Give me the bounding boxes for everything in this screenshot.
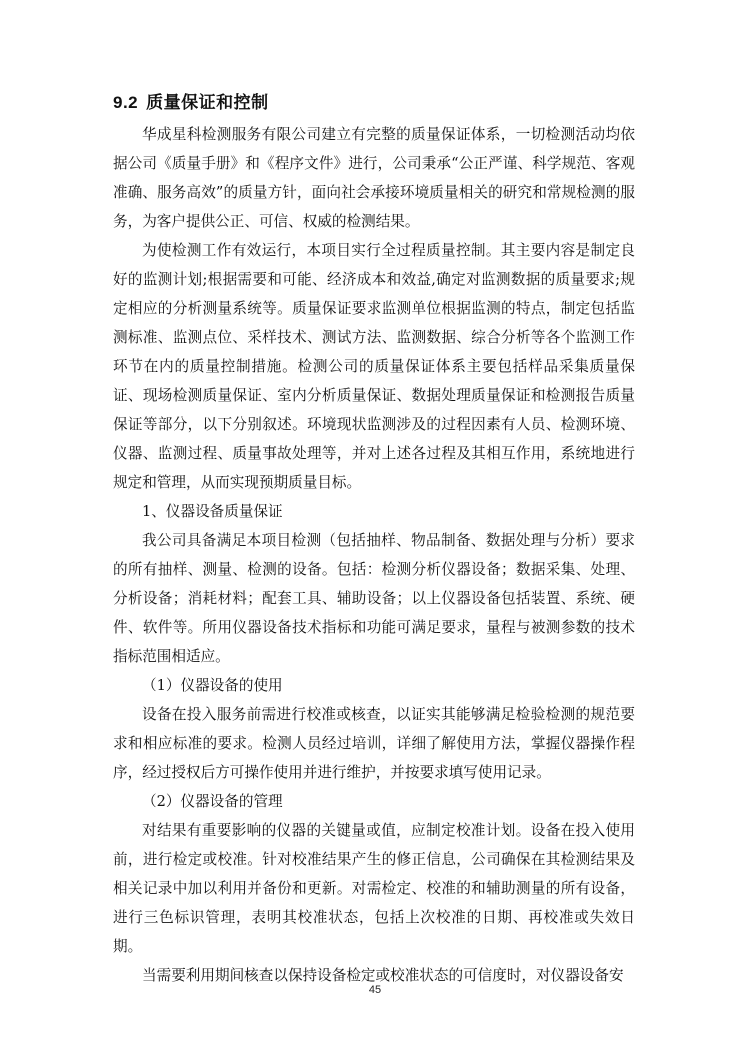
paragraph-intro: 华成星科检测服务有限公司建立有完整的质量保证体系，一切检测活动均依据公司《质量手册》和《程序文件》进行，公司秉承“公正严谨、科学规范、客观准确、服务高效”的质量方针，面向社会承接环境质量相关的研究和常规检测的服务，为客户提供公正、可信、权威的检测结果。: [113, 126, 635, 230]
paragraph-equipment-use: 设备在投入服务前需进行校准或核查，以证实其能够满足检验检测的规范要求和相应标准的要求。检测人员经过培训，详细了解使用方法，掌握仪器操作程序，经过授权后方可操作使用并进行维护，并按要求填写使用记录。: [113, 706, 635, 781]
paragraph-equipment: 我公司具备满足本项目检测（包括抽样、物品制备、数据处理与分析）要求的所有抽样、测量、检测的设备。包括：检测分析仪器设备；数据采集、处理、分析设备；消耗材料；配套工具、辅助设备；以上仪器设备包括装置、系统、硬件、软件等。所用仪器设备技术指标和功能可满足要求，量程与被测参数的技术指标范围相适应。: [113, 532, 635, 665]
page-number: 45: [368, 984, 382, 996]
paragraph-equipment-management: 对结果有重要影响的仪器的关键量或值，应制定校准计划。设备在投入使用前，进行检定或校准。针对校准结果产生的修正信息，公司确保在其检测结果及相关记录中加以利用并备份和更新。对需检定、校准的和辅助测量的所有设备，进行三色标识管理，表明其校准状态，包括上次校准的日期、再校准或失效日期。: [113, 822, 635, 955]
subheading-equipment-assurance: 1、仪器设备质量保证: [142, 503, 283, 520]
section-heading: [113, 88, 269, 113]
section-title: 质量保证和控制: [146, 93, 269, 113]
paragraph-period-check: 当需要利用期间核查以保持设备检定或校准状态的可信度时，对仪器设备安: [142, 967, 624, 984]
subheading-equipment-use: （1）仪器设备的使用: [142, 677, 283, 694]
subheading-equipment-management: （2）仪器设备的管理: [142, 793, 283, 810]
section-number: 9.2: [113, 93, 139, 112]
paragraph-quality-control: 为使检测工作有效运行，本项目实行全过程质量控制。其主要内容是制定良好的监测计划;根据需要和可能、经济成本和效益,确定对监测数据的质量要求;规定相应的分析测量系统等。质量保证要求监测单位根据监测的特点，制定包括监测标准、监测点位、采样技术、测试方法、监测数据、综合分析等各个监测工作环节在内的质量控制措施。检测公司的质量保证体系主要包括样品采集质量保证、现场检测质量保证、室内分析质量保证、数据处理质量保证和检测报告质量保证等部分，以下分别叙述。环境现状监测涉及的过程因素有人员、检测环境、仪器、监测过程、质量事故处理等，并对上述各过程及其相互作用，系统地进行规定和管理，从而实现预期质量目标。: [113, 242, 635, 491]
body-text: [113, 120, 635, 990]
